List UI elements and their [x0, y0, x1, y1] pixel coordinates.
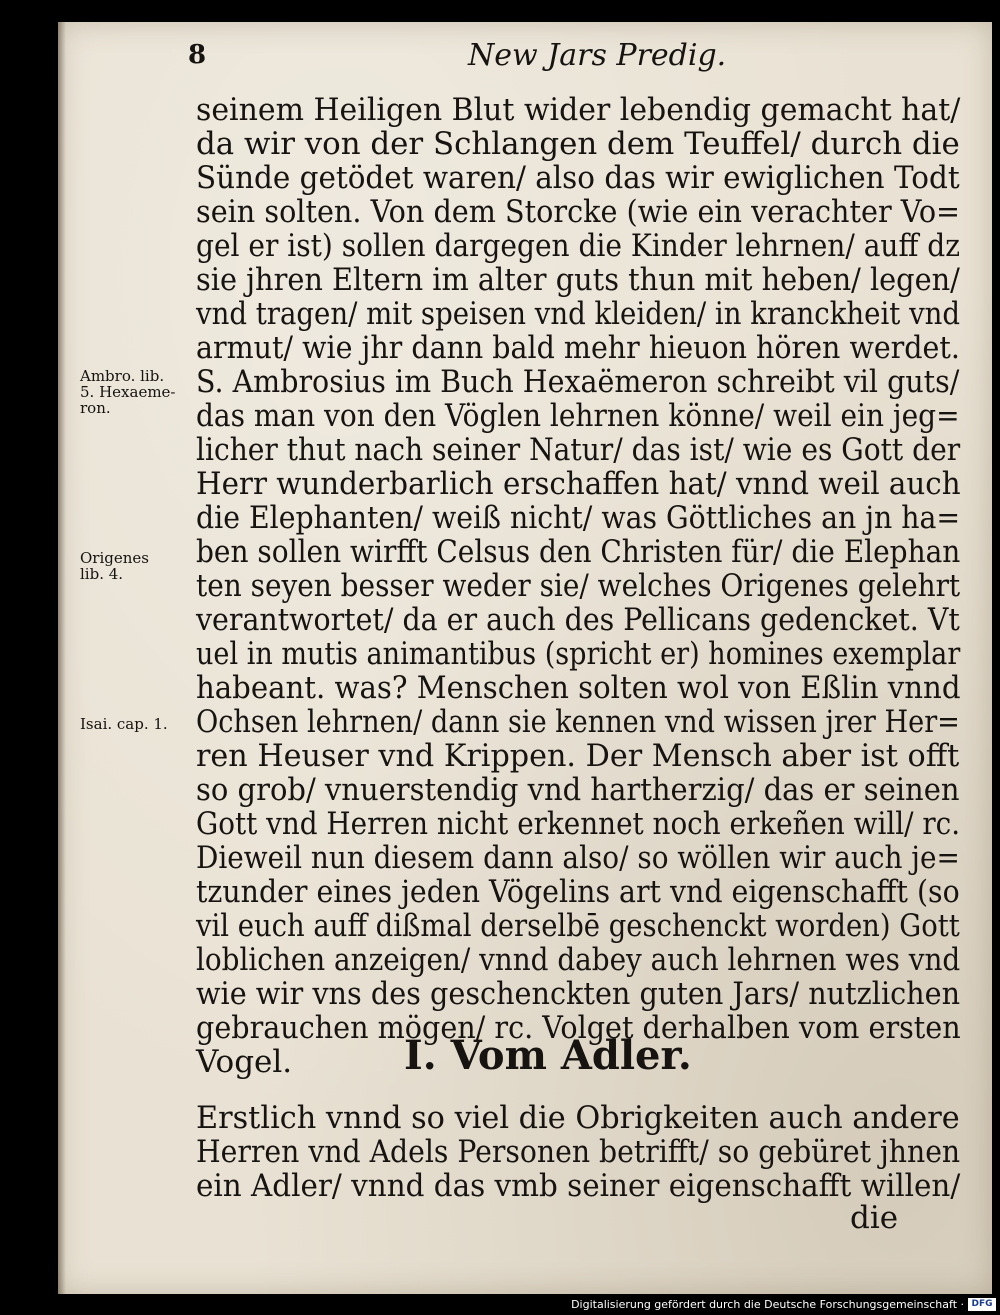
- body-line: Sünde getödet waren/ also das wir ewiglichen Todt: [196, 160, 960, 196]
- page-gutter-shadow: [58, 22, 66, 1294]
- marginal-note-line: Origenes: [80, 549, 149, 567]
- marginal-note-line: Ambro. lib.: [80, 367, 165, 385]
- section-heading: I. Vom Adler.: [404, 1032, 692, 1079]
- body-line: ein Adler/ vnnd das vmb seiner eigenschafft willen/: [196, 1168, 961, 1204]
- body-line: Herr wunderbarlich erschaffen hat/ vnnd weil auch: [196, 466, 961, 502]
- body-line: Dieweil nun diesem dann also/ so wöllen wir auch je=: [196, 840, 960, 876]
- dfg-logo: DFG: [968, 1298, 996, 1311]
- marginal-note-line: 5. Hexaeme-: [80, 383, 176, 401]
- body-line: vil euch auff dißmal derselbē geschenckt worden) Gott: [196, 908, 960, 944]
- marginal-note-line: ron.: [80, 399, 111, 417]
- body-line: uel in mutis animantibus (spricht er) homines exemplar: [196, 636, 961, 672]
- body-line: seinem Heiligen Blut wider lebendig gemacht hat/: [196, 92, 961, 128]
- body-line: ben sollen wirfft Celsus den Christen für/ die Elephan: [196, 534, 961, 570]
- marginal-note-line: Isai. cap. 1.: [80, 715, 168, 733]
- body-line: Herren vnd Adels Personen betrifft/ so gebüret jhnen: [196, 1134, 961, 1170]
- body-line: loblichen anzeigen/ vnnd dabey auch lehrnen wes vnd: [196, 942, 961, 978]
- body-line: gebrauchen mögen/ rc. Volget derhalben vom ersten: [196, 1010, 961, 1046]
- body-line: wie wir vns des geschenckten guten Jars/ nutzlichen: [196, 976, 961, 1012]
- body-line: vnd tragen/ mit speisen vnd kleiden/ in kranckheit vnd: [196, 296, 961, 332]
- body-line: sie jhren Eltern im alter guts thun mit heben/ legen/: [196, 262, 960, 298]
- marginal-note-origenes: [80, 550, 149, 582]
- body-line: verantwortet/ da er auch des Pellicans gedencket. Vt: [196, 602, 960, 638]
- marginal-note-ambrosius: [80, 368, 176, 416]
- body-line: das man von den Vöglen lehrnen könne/ weil ein jeg=: [196, 398, 960, 434]
- body-line: ren Heuser vnd Krippen. Der Mensch aber ist offt: [196, 738, 960, 774]
- body-line: S. Ambrosius im Buch Hexaëmeron schreibt vil guts/: [196, 364, 960, 400]
- catch-word: die: [850, 1200, 899, 1236]
- body-line: so grob/ vnuerstendig vnd hartherzig/ das er seinen: [196, 772, 960, 808]
- body-line: Erstlich vnnd so viel die Obrigkeiten auch andere: [196, 1100, 960, 1136]
- body-line: die Elephanten/ weiß nicht/ was Göttliches an jn ha=: [196, 500, 961, 536]
- marginal-note-line: lib. 4.: [80, 565, 124, 583]
- body-line: Gott vnd Herren nicht erkennet noch erkeñen will/ rc.: [196, 806, 961, 842]
- running-head: New Jars Predig.: [468, 38, 727, 73]
- page-number: 8: [188, 40, 207, 70]
- body-line: habeant. was? Menschen solten wol von Eßlin vnnd: [196, 670, 961, 706]
- body-line: gel er ist) sollen dargegen die Kinder lehrnen/ auff dz: [196, 228, 960, 264]
- body-line: Vogel.: [196, 1044, 293, 1080]
- footer-credit: Digitalisierung gefördert durch die Deutsche Forschungsgemeinschaft ·: [571, 1298, 964, 1311]
- marginal-note-isaiah: [80, 716, 168, 732]
- body-line: sein solten. Von dem Storcke (wie ein verachter Vo=: [196, 194, 961, 230]
- body-line: Ochsen lehrnen/ dann sie kennen vnd wissen jrer Her=: [196, 704, 960, 740]
- body-line: armut/ wie jhr dann bald mehr hieuon hören werdet.: [196, 330, 960, 366]
- body-line: tzunder eines jeden Vögelins art vnd eigenschafft (so: [196, 874, 960, 910]
- body-line: ten seyen besser weder sie/ welches Origenes gelehrt: [196, 568, 961, 604]
- body-line: licher thut nach seiner Natur/ das ist/ wie es Gott der: [196, 432, 961, 468]
- body-line: da wir von der Schlangen dem Teuffel/ durch die: [196, 126, 960, 162]
